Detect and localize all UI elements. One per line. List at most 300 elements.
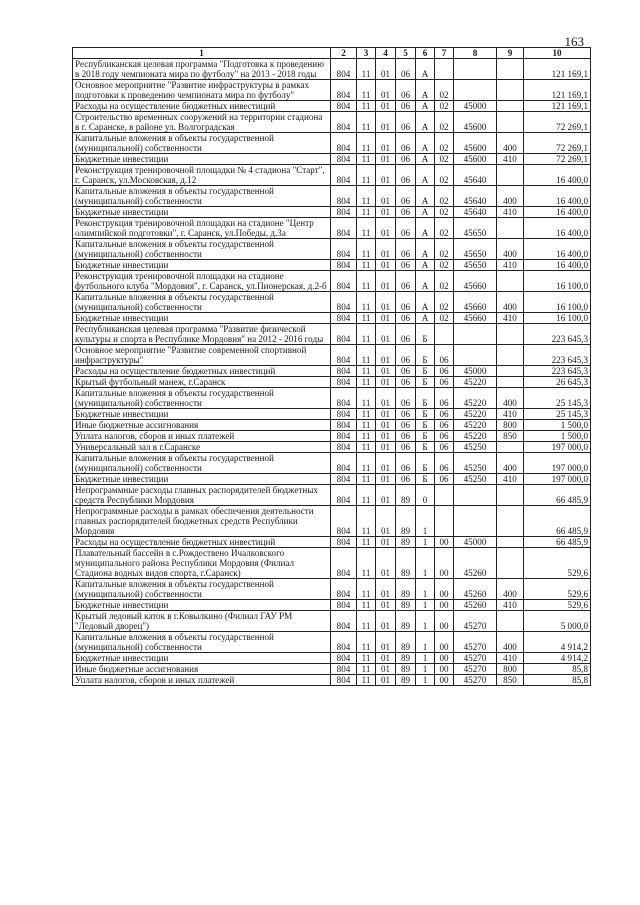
row-code-3: 11 — [357, 506, 376, 537]
row-code-7: 06 — [435, 442, 454, 453]
row-code-3: 11 — [357, 313, 376, 324]
row-code-8: 45000 — [454, 366, 497, 377]
row-amount: 4 914,2 — [524, 653, 591, 664]
table-body — [73, 59, 591, 686]
row-code-6: А — [416, 165, 435, 186]
row-code-9 — [497, 366, 524, 377]
row-code-4: 01 — [376, 611, 396, 632]
row-amount: 16 400,0 — [524, 165, 591, 186]
row-description: Уплата налогов, сборов и иных платежей — [73, 675, 331, 686]
row-code-5: 89 — [396, 611, 416, 632]
row-code-7 — [435, 506, 454, 537]
row-code-9: 400 — [497, 632, 524, 653]
row-code-4: 01 — [376, 474, 396, 485]
row-code-9 — [497, 611, 524, 632]
table-row — [73, 133, 591, 154]
row-code-5: 06 — [396, 186, 416, 207]
row-code-6: А — [416, 133, 435, 154]
row-amount: 16 400,0 — [524, 239, 591, 260]
row-amount: 16 400,0 — [524, 260, 591, 271]
table-row — [73, 600, 591, 611]
row-amount: 85,8 — [524, 664, 591, 675]
row-code-7: 02 — [435, 101, 454, 112]
table-row — [73, 207, 591, 218]
table-row — [73, 239, 591, 260]
row-code-4: 01 — [376, 345, 396, 366]
row-code-8: 45260 — [454, 600, 497, 611]
row-code-5: 06 — [396, 366, 416, 377]
row-code-7: 06 — [435, 420, 454, 431]
row-code-5: 06 — [396, 345, 416, 366]
row-code-5: 89 — [396, 537, 416, 548]
row-code-3: 11 — [357, 101, 376, 112]
row-code-2: 804 — [331, 345, 357, 366]
row-code-9 — [497, 442, 524, 453]
row-code-9: 400 — [497, 292, 524, 313]
row-description: Основное мероприятие "Развитие современной спортивной инфраструктуры" — [73, 345, 331, 366]
row-amount: 1 500,0 — [524, 420, 591, 431]
row-code-4: 01 — [376, 186, 396, 207]
row-code-8: 45000 — [454, 537, 497, 548]
row-amount: 4 914,2 — [524, 632, 591, 653]
row-code-4: 01 — [376, 664, 396, 675]
row-amount: 197 000,0 — [524, 453, 591, 474]
row-code-4: 01 — [376, 442, 396, 453]
row-description: Реконструкция тренировочной площадки № 4 стадиона "Старт", г. Саранск, ул.Московская, д.12 — [73, 165, 331, 186]
row-code-6: Б — [416, 324, 435, 345]
table-row — [73, 186, 591, 207]
row-code-3: 11 — [357, 165, 376, 186]
row-code-7: 00 — [435, 664, 454, 675]
row-amount: 66 485,9 — [524, 506, 591, 537]
row-code-4: 01 — [376, 600, 396, 611]
column-header-3: 3 — [357, 48, 376, 59]
row-code-3: 11 — [357, 600, 376, 611]
row-code-6: Б — [416, 453, 435, 474]
row-code-8: 45220 — [454, 409, 497, 420]
row-code-6: А — [416, 101, 435, 112]
row-code-6: А — [416, 80, 435, 101]
row-code-7: 02 — [435, 271, 454, 292]
row-code-9 — [497, 165, 524, 186]
row-code-4: 01 — [376, 59, 396, 80]
row-code-4: 01 — [376, 260, 396, 271]
column-header-2: 2 — [331, 48, 357, 59]
column-header-8: 8 — [454, 48, 497, 59]
table-row — [73, 453, 591, 474]
table-row — [73, 345, 591, 366]
row-amount: 529,6 — [524, 548, 591, 579]
row-code-6: А — [416, 218, 435, 239]
row-code-7: 02 — [435, 239, 454, 260]
row-amount: 5 000,0 — [524, 611, 591, 632]
row-description: Плавательный бассейн в с.Рождествено Ичалковского муниципального района Республики Мордовия (Филиал Стадиона водных видов спорта, г.Саранск) — [73, 548, 331, 579]
row-amount: 16 100,0 — [524, 292, 591, 313]
row-code-9: 410 — [497, 154, 524, 165]
row-code-7: 00 — [435, 675, 454, 686]
row-code-5: 89 — [396, 664, 416, 675]
row-code-5: 06 — [396, 474, 416, 485]
row-code-8: 45660 — [454, 271, 497, 292]
row-code-6: Б — [416, 377, 435, 388]
row-code-4: 01 — [376, 165, 396, 186]
row-code-5: 06 — [396, 453, 416, 474]
row-code-7: 02 — [435, 313, 454, 324]
row-description: Капитальные вложения в объекты государственной (муниципальной) собственности — [73, 579, 331, 600]
row-description: Республиканская целевая программа "Развитие физической культуры и спорта в Республике Мордовия" на 2012 - 2016 годы — [73, 324, 331, 345]
row-code-7: 06 — [435, 388, 454, 409]
row-code-2: 804 — [331, 675, 357, 686]
row-code-4: 01 — [376, 271, 396, 292]
row-description: Иные бюджетные ассигнования — [73, 420, 331, 431]
row-code-7: 02 — [435, 165, 454, 186]
row-code-5: 06 — [396, 154, 416, 165]
row-code-8: 45640 — [454, 207, 497, 218]
row-code-3: 11 — [357, 431, 376, 442]
row-code-6: Б — [416, 431, 435, 442]
row-description: Расходы на осуществление бюджетных инвестиций — [73, 101, 331, 112]
row-code-9 — [497, 218, 524, 239]
table-row — [73, 537, 591, 548]
row-code-6: 1 — [416, 664, 435, 675]
table-row — [73, 59, 591, 80]
table-row — [73, 675, 591, 686]
row-code-3: 11 — [357, 548, 376, 579]
table-row — [73, 165, 591, 186]
column-header-5: 5 — [396, 48, 416, 59]
row-code-6: А — [416, 313, 435, 324]
row-amount: 25 145,3 — [524, 388, 591, 409]
row-code-7: 06 — [435, 377, 454, 388]
row-code-3: 11 — [357, 207, 376, 218]
table-row — [73, 548, 591, 579]
row-code-2: 804 — [331, 186, 357, 207]
row-code-3: 11 — [357, 420, 376, 431]
row-code-8: 45270 — [454, 664, 497, 675]
row-description: Капитальные вложения в объекты государственной (муниципальной) собственности — [73, 292, 331, 313]
row-code-8: 45220 — [454, 431, 497, 442]
row-code-5: 89 — [396, 600, 416, 611]
row-code-6: А — [416, 207, 435, 218]
row-code-6: 1 — [416, 506, 435, 537]
row-code-9 — [497, 59, 524, 80]
row-code-9: 410 — [497, 409, 524, 420]
table-row — [73, 271, 591, 292]
row-code-3: 11 — [357, 632, 376, 653]
column-header-10: 10 — [524, 48, 591, 59]
row-code-7 — [435, 324, 454, 345]
row-code-4: 01 — [376, 409, 396, 420]
row-code-9: 400 — [497, 239, 524, 260]
row-code-2: 804 — [331, 388, 357, 409]
row-code-2: 804 — [331, 548, 357, 579]
row-code-2: 804 — [331, 271, 357, 292]
row-description: Бюджетные инвестиции — [73, 409, 331, 420]
row-code-9 — [497, 324, 524, 345]
row-code-9: 400 — [497, 388, 524, 409]
row-code-5: 89 — [396, 548, 416, 579]
row-code-8 — [454, 324, 497, 345]
column-header-9: 9 — [497, 48, 524, 59]
row-code-6: 1 — [416, 600, 435, 611]
row-code-7: 00 — [435, 632, 454, 653]
row-code-4: 01 — [376, 506, 396, 537]
table-row — [73, 154, 591, 165]
row-code-2: 804 — [331, 409, 357, 420]
row-code-8: 45650 — [454, 218, 497, 239]
row-code-8: 45650 — [454, 239, 497, 260]
row-code-8: 45660 — [454, 313, 497, 324]
row-code-6: Б — [416, 420, 435, 431]
row-amount: 72 269,1 — [524, 154, 591, 165]
table-row — [73, 292, 591, 313]
row-code-2: 804 — [331, 112, 357, 133]
row-code-6: А — [416, 260, 435, 271]
row-code-6: А — [416, 186, 435, 207]
row-code-2: 804 — [331, 632, 357, 653]
row-code-5: 89 — [396, 632, 416, 653]
row-amount: 223 645,3 — [524, 324, 591, 345]
row-description: Универсальный зал в г.Саранске — [73, 442, 331, 453]
row-code-3: 11 — [357, 485, 376, 506]
row-code-6: А — [416, 239, 435, 260]
row-code-9 — [497, 506, 524, 537]
row-description: Бюджетные инвестиции — [73, 600, 331, 611]
row-code-4: 01 — [376, 675, 396, 686]
row-code-3: 11 — [357, 474, 376, 485]
row-code-2: 804 — [331, 537, 357, 548]
row-code-8: 45250 — [454, 474, 497, 485]
row-code-2: 804 — [331, 165, 357, 186]
row-code-7: 00 — [435, 653, 454, 664]
row-code-4: 01 — [376, 632, 396, 653]
row-code-2: 804 — [331, 579, 357, 600]
row-code-3: 11 — [357, 442, 376, 453]
row-code-5: 06 — [396, 80, 416, 101]
row-code-4: 01 — [376, 101, 396, 112]
row-description: Расходы на осуществление бюджетных инвестиций — [73, 366, 331, 377]
row-code-4: 01 — [376, 579, 396, 600]
row-code-4: 01 — [376, 548, 396, 579]
budget-table — [72, 47, 591, 686]
row-code-9: 410 — [497, 207, 524, 218]
row-code-8: 45660 — [454, 292, 497, 313]
row-amount: 66 485,9 — [524, 537, 591, 548]
row-code-8: 45270 — [454, 653, 497, 664]
row-code-5: 06 — [396, 292, 416, 313]
row-code-6: А — [416, 112, 435, 133]
row-code-9 — [497, 80, 524, 101]
row-code-5: 06 — [396, 112, 416, 133]
row-code-3: 11 — [357, 112, 376, 133]
row-code-3: 11 — [357, 377, 376, 388]
row-code-2: 804 — [331, 664, 357, 675]
row-code-7: 06 — [435, 345, 454, 366]
row-code-4: 01 — [376, 239, 396, 260]
row-description: Реконструкция тренировочной площадки на стадионе "Центр олимпийской подготовки", г. Саранск, ул.Победы, д.3а — [73, 218, 331, 239]
row-amount: 121 169,1 — [524, 101, 591, 112]
row-code-3: 11 — [357, 664, 376, 675]
row-code-4: 01 — [376, 653, 396, 664]
row-code-4: 01 — [376, 218, 396, 239]
row-code-8: 45260 — [454, 548, 497, 579]
column-header-7: 7 — [435, 48, 454, 59]
row-code-4: 01 — [376, 133, 396, 154]
row-code-2: 804 — [331, 506, 357, 537]
row-code-5: 06 — [396, 431, 416, 442]
row-code-9: 400 — [497, 453, 524, 474]
row-code-2: 804 — [331, 313, 357, 324]
row-code-9 — [497, 548, 524, 579]
row-code-7: 02 — [435, 186, 454, 207]
row-description: Основное мероприятие "Развитие инфраструктуры в рамках подготовки к проведению чемпионата мира по футболу" — [73, 80, 331, 101]
row-code-8: 45600 — [454, 133, 497, 154]
row-code-9: 400 — [497, 186, 524, 207]
row-code-3: 11 — [357, 154, 376, 165]
table-row — [73, 218, 591, 239]
row-code-7: 06 — [435, 431, 454, 442]
row-code-8: 45260 — [454, 579, 497, 600]
row-description: Крытый футбольный манеж, г.Саранск — [73, 377, 331, 388]
row-code-3: 11 — [357, 324, 376, 345]
row-code-3: 11 — [357, 409, 376, 420]
row-description: Непрограммные расходы главных распорядителей бюджетных средств Республики Мордовия — [73, 485, 331, 506]
row-code-7 — [435, 59, 454, 80]
table-row — [73, 101, 591, 112]
row-code-7: 02 — [435, 207, 454, 218]
row-code-2: 804 — [331, 653, 357, 664]
row-code-9 — [497, 377, 524, 388]
row-code-3: 11 — [357, 260, 376, 271]
row-code-8: 45250 — [454, 442, 497, 453]
row-code-5: 06 — [396, 239, 416, 260]
row-code-4: 01 — [376, 292, 396, 313]
table-row — [73, 579, 591, 600]
row-description: Расходы на осуществление бюджетных инвестиций — [73, 537, 331, 548]
row-description: Крытый ледовый каток в г.Ковылкино (Филиал ГАУ РМ "Ледовый дворец") — [73, 611, 331, 632]
row-code-6: 0 — [416, 485, 435, 506]
row-code-6: 1 — [416, 611, 435, 632]
row-code-6: 1 — [416, 537, 435, 548]
row-code-4: 01 — [376, 313, 396, 324]
row-description: Бюджетные инвестиции — [73, 474, 331, 485]
row-code-6: Б — [416, 474, 435, 485]
row-code-5: 06 — [396, 377, 416, 388]
row-code-7: 02 — [435, 133, 454, 154]
row-code-4: 01 — [376, 80, 396, 101]
row-code-4: 01 — [376, 453, 396, 474]
row-description: Капитальные вложения в объекты государственной (муниципальной) собственности — [73, 453, 331, 474]
row-amount: 1 500,0 — [524, 431, 591, 442]
row-code-8: 45000 — [454, 101, 497, 112]
row-code-5: 06 — [396, 59, 416, 80]
row-code-7: 00 — [435, 537, 454, 548]
row-code-2: 804 — [331, 59, 357, 80]
row-code-6: А — [416, 59, 435, 80]
row-amount: 529,6 — [524, 600, 591, 611]
row-code-3: 11 — [357, 611, 376, 632]
table-row — [73, 632, 591, 653]
row-description: Капитальные вложения в объекты государственной (муниципальной) собственности — [73, 388, 331, 409]
row-description: Бюджетные инвестиции — [73, 653, 331, 664]
row-code-2: 804 — [331, 474, 357, 485]
row-code-9: 410 — [497, 600, 524, 611]
row-code-8: 45220 — [454, 377, 497, 388]
row-code-9 — [497, 345, 524, 366]
row-code-9: 800 — [497, 664, 524, 675]
row-code-3: 11 — [357, 80, 376, 101]
row-code-8 — [454, 506, 497, 537]
table-row — [73, 664, 591, 675]
row-code-6: А — [416, 292, 435, 313]
row-code-4: 01 — [376, 485, 396, 506]
row-code-7: 02 — [435, 260, 454, 271]
row-code-6: Б — [416, 409, 435, 420]
row-code-3: 11 — [357, 59, 376, 80]
row-code-5: 89 — [396, 506, 416, 537]
table-row — [73, 112, 591, 133]
row-code-6: 1 — [416, 579, 435, 600]
table-row — [73, 611, 591, 632]
row-amount: 72 269,1 — [524, 112, 591, 133]
row-code-9: 400 — [497, 133, 524, 154]
row-code-2: 804 — [331, 611, 357, 632]
row-code-9: 410 — [497, 260, 524, 271]
row-code-9: 850 — [497, 431, 524, 442]
row-amount: 529,6 — [524, 579, 591, 600]
row-code-9: 800 — [497, 420, 524, 431]
row-code-5: 06 — [396, 409, 416, 420]
row-code-3: 11 — [357, 186, 376, 207]
row-code-8: 45600 — [454, 154, 497, 165]
row-description: Непрограммные расходы в рамках обеспечения деятельности главных распорядителей бюджетных средств Республики Мордовия — [73, 506, 331, 537]
row-code-2: 804 — [331, 239, 357, 260]
row-code-2: 804 — [331, 292, 357, 313]
row-code-5: 06 — [396, 388, 416, 409]
row-amount: 16 100,0 — [524, 313, 591, 324]
row-amount: 16 400,0 — [524, 186, 591, 207]
table-row — [73, 474, 591, 485]
row-code-4: 01 — [376, 388, 396, 409]
row-code-2: 804 — [331, 80, 357, 101]
row-code-4: 01 — [376, 431, 396, 442]
row-amount: 121 169,1 — [524, 80, 591, 101]
row-code-5: 89 — [396, 485, 416, 506]
row-code-7: 02 — [435, 292, 454, 313]
row-code-6: Б — [416, 366, 435, 377]
row-code-3: 11 — [357, 653, 376, 664]
row-code-3: 11 — [357, 579, 376, 600]
row-code-6: 1 — [416, 675, 435, 686]
row-code-5: 06 — [396, 260, 416, 271]
row-description: Строительство временных сооружений на территории стадиона в г. Саранске, в районе ул. Волгоградская — [73, 112, 331, 133]
row-code-9 — [497, 485, 524, 506]
row-code-6: Б — [416, 345, 435, 366]
row-amount: 25 145,3 — [524, 409, 591, 420]
row-code-7: 00 — [435, 600, 454, 611]
row-code-6: 1 — [416, 632, 435, 653]
row-code-2: 804 — [331, 600, 357, 611]
row-code-8: 45270 — [454, 675, 497, 686]
row-code-6: А — [416, 154, 435, 165]
row-code-4: 01 — [376, 324, 396, 345]
row-code-5: 89 — [396, 653, 416, 664]
row-description: Реконструкция тренировочной площадки на стадионе футбольного клуба "Мордовия", г. Саранск, ул.Пионерская, д.2-б — [73, 271, 331, 292]
row-code-2: 804 — [331, 101, 357, 112]
row-code-2: 804 — [331, 366, 357, 377]
row-code-5: 89 — [396, 675, 416, 686]
row-code-9 — [497, 101, 524, 112]
